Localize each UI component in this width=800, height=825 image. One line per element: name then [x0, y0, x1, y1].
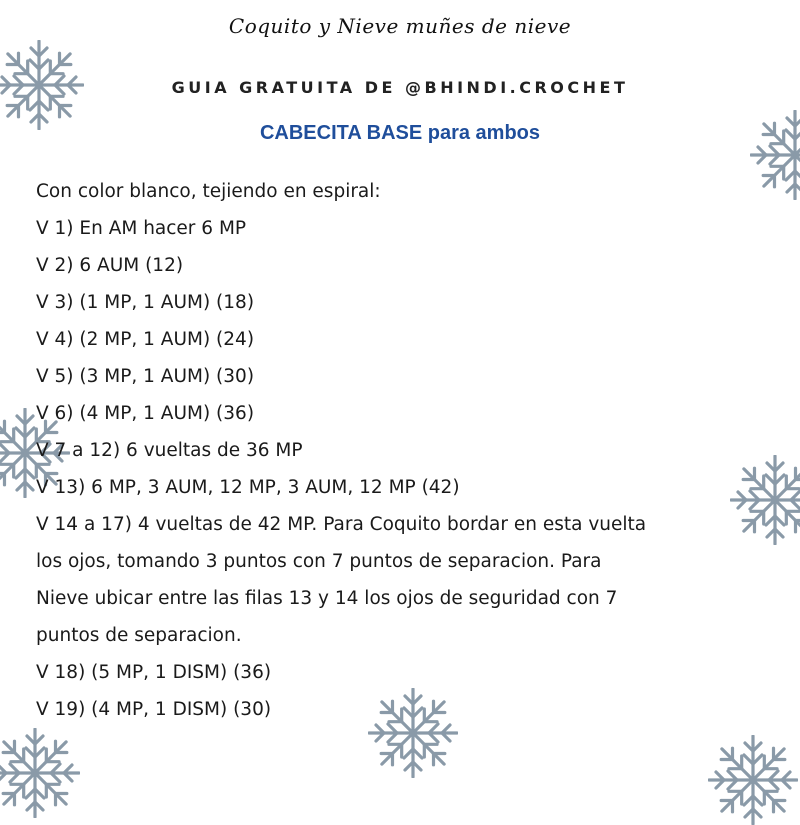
- pattern-line: los ojos, tomando 3 puntos con 7 puntos de separacion. Para: [36, 551, 602, 572]
- page-subtitle: GUIA GRATUITA DE @BHINDI.CROCHET: [171, 78, 629, 97]
- pattern-line: V 2) 6 AUM (12): [36, 255, 184, 276]
- pattern-line: V 19) (4 MP, 1 DISM) (30): [36, 699, 272, 720]
- pattern-line: puntos de separacion.: [36, 625, 242, 646]
- pattern-line: V 7 a 12) 6 vueltas de 36 MP: [36, 440, 303, 461]
- pattern-line: Con color blanco, tejiendo en espiral:: [36, 181, 381, 202]
- pattern-line: V 5) (3 MP, 1 AUM) (30): [36, 366, 255, 387]
- pattern-line: V 6) (4 MP, 1 AUM) (36): [36, 403, 255, 424]
- snowflake-icon: [708, 735, 798, 825]
- pattern-line: Nieve ubicar entre las filas 13 y 14 los ojos de seguridad con 7: [36, 588, 618, 609]
- snowflake-icon: [0, 728, 80, 818]
- section-heading: CABECITA BASE para ambos: [259, 122, 541, 144]
- pattern-line: V 18) (5 MP, 1 DISM) (36): [36, 662, 272, 683]
- pattern-line: V 14 a 17) 4 vueltas de 42 MP. Para Coquito bordar en esta vuelta: [36, 514, 647, 535]
- page-title: Coquito y Nieve muñes de nieve: [228, 14, 572, 38]
- pattern-line: V 4) (2 MP, 1 AUM) (24): [36, 329, 255, 350]
- pattern-line: V 1) En AM hacer 6 MP: [36, 218, 247, 239]
- pattern-line: V 3) (1 MP, 1 AUM) (18): [36, 292, 255, 313]
- pattern-line: V 13) 6 MP, 3 AUM, 12 MP, 3 AUM, 12 MP (42): [36, 477, 460, 498]
- pattern-instructions: [36, 173, 776, 728]
